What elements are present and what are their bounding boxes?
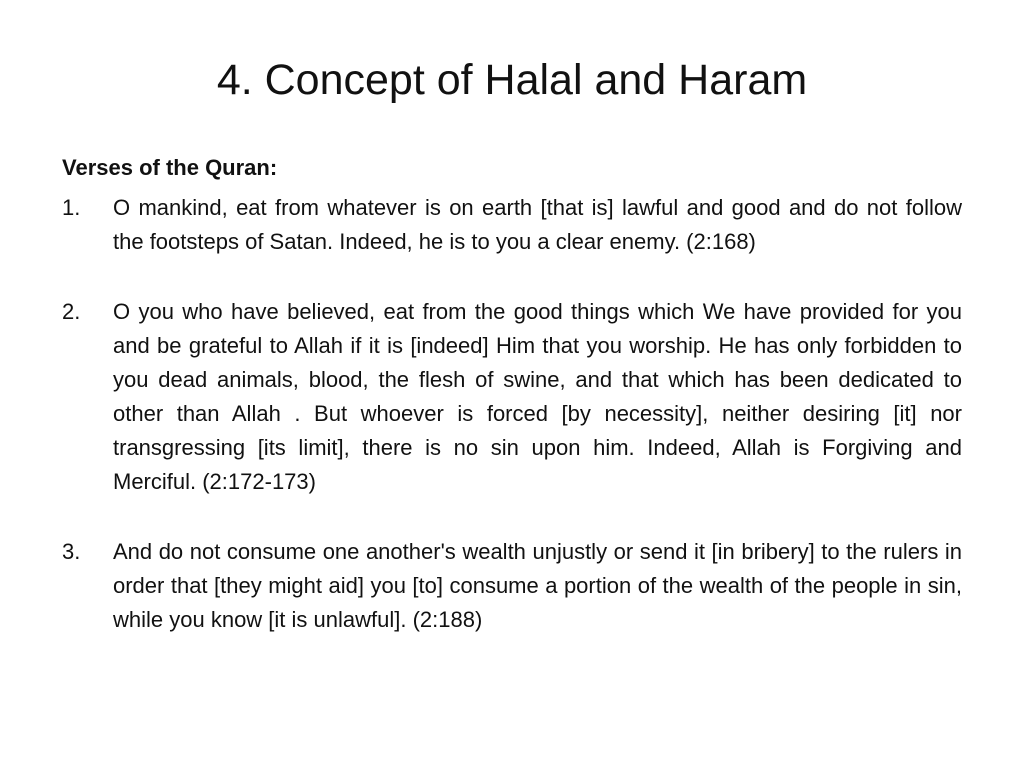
slide-title: 4. Concept of Halal and Haram xyxy=(216,56,808,104)
verse-item xyxy=(62,295,962,499)
slide-content xyxy=(62,151,962,637)
verse-item xyxy=(62,191,962,259)
verse-number: 2. xyxy=(62,299,81,324)
verse-text: O mankind, eat from whatever is on earth [that is] lawful and good and do not follow the footsteps of Satan. Indeed, he is to you a clear enemy. (2:168) xyxy=(113,195,962,254)
section-heading: Verses of the Quran: xyxy=(62,155,278,180)
verse-text: O you who have believed, eat from the good things which We have provided for you and be grateful to Allah if it is [indeed] Him that you worship. He has only forbidden to you dead animals, blood, the flesh of swine, and that which has been dedicated to other than Allah . But whoever is forced [by necessity], neither desiring [it] nor transgressing [its limit], there is no sin upon him. Indeed, Allah is Forgiving and Merciful. (2:172-173) xyxy=(113,299,962,494)
verse-number: 1. xyxy=(62,195,81,220)
verse-list xyxy=(62,191,962,637)
verse-number: 3. xyxy=(62,539,81,564)
verse-text: And do not consume one another's wealth unjustly or send it [in bribery] to the rulers in order that [they might aid] you [to] consume a portion of the wealth of the people in sin, while you know [it is unlawful]. (2:188) xyxy=(113,539,962,632)
verse-item xyxy=(62,535,962,637)
